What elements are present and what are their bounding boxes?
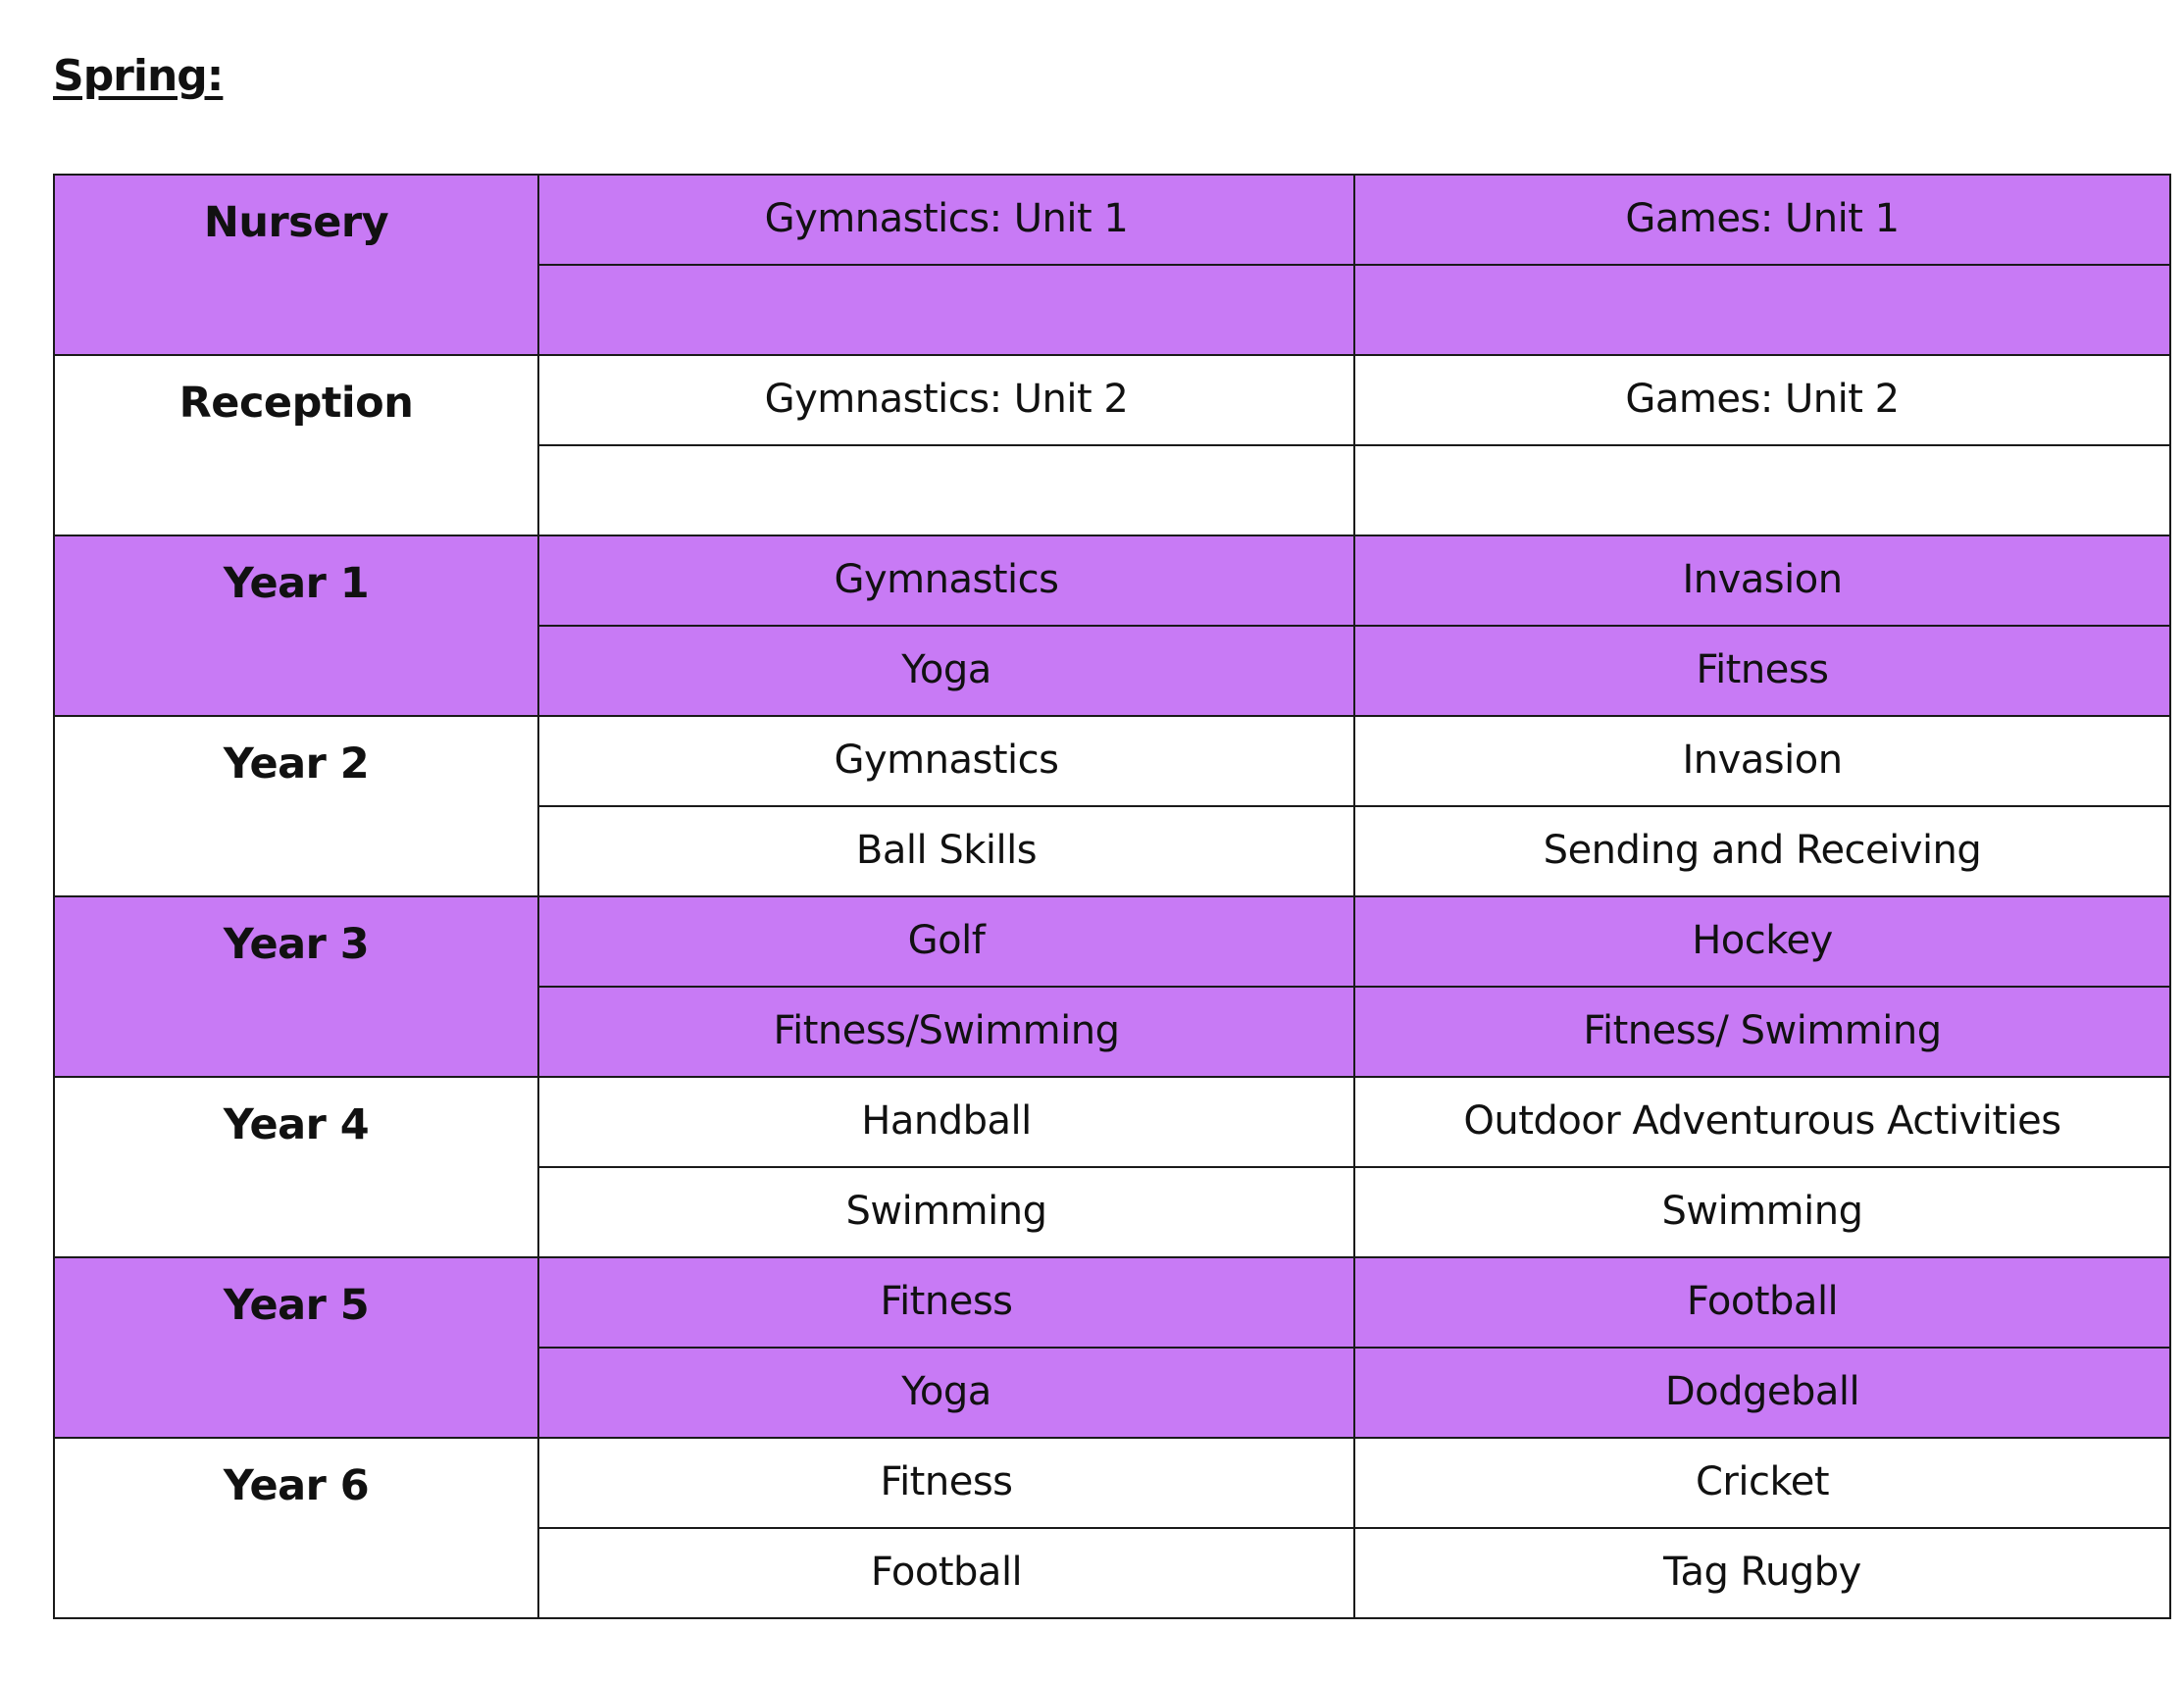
activity-cell: Fitness/Swimming — [538, 987, 1354, 1077]
year-label-year-4: Year 4 — [54, 1077, 538, 1257]
activity-cell: Fitness — [538, 1438, 1354, 1528]
year-label-reception: Reception — [54, 355, 538, 535]
activity-cell: Outdoor Adventurous Activities — [1354, 1077, 2170, 1167]
activity-cell — [1354, 445, 2170, 535]
table-row — [54, 535, 2170, 626]
activity-cell: Gymnastics — [538, 535, 1354, 626]
activity-cell: Invasion — [1354, 535, 2170, 626]
activity-cell: Fitness — [1354, 626, 2170, 716]
year-label-year-6: Year 6 — [54, 1438, 538, 1618]
year-label-year-2: Year 2 — [54, 716, 538, 896]
pe-timetable — [53, 174, 2171, 1619]
page-title: Spring: — [53, 51, 224, 101]
activity-cell: Yoga — [538, 1348, 1354, 1438]
activity-cell: Swimming — [1354, 1167, 2170, 1257]
activity-cell: Fitness/ Swimming — [1354, 987, 2170, 1077]
activity-cell: Cricket — [1354, 1438, 2170, 1528]
activity-cell: Invasion — [1354, 716, 2170, 806]
activity-cell: Games: Unit 2 — [1354, 355, 2170, 445]
activity-cell: Golf — [538, 896, 1354, 987]
activity-cell: Gymnastics: Unit 1 — [538, 175, 1354, 265]
activity-cell: Fitness — [538, 1257, 1354, 1348]
activity-cell: Yoga — [538, 626, 1354, 716]
table-row — [54, 355, 2170, 445]
activity-cell — [538, 445, 1354, 535]
table-row — [54, 1077, 2170, 1167]
activity-cell — [538, 265, 1354, 355]
activity-cell: Dodgeball — [1354, 1348, 2170, 1438]
activity-cell: Gymnastics — [538, 716, 1354, 806]
activity-cell: Gymnastics: Unit 2 — [538, 355, 1354, 445]
activity-cell: Handball — [538, 1077, 1354, 1167]
table-row — [54, 1438, 2170, 1528]
table-row — [54, 716, 2170, 806]
year-label-year-1: Year 1 — [54, 535, 538, 716]
activity-cell: Tag Rugby — [1354, 1528, 2170, 1618]
activity-cell: Ball Skills — [538, 806, 1354, 896]
activity-cell: Games: Unit 1 — [1354, 175, 2170, 265]
activity-cell: Football — [538, 1528, 1354, 1618]
year-label-year-5: Year 5 — [54, 1257, 538, 1438]
activity-cell: Hockey — [1354, 896, 2170, 987]
activity-cell: Football — [1354, 1257, 2170, 1348]
table-row — [54, 1257, 2170, 1348]
year-label-year-3: Year 3 — [54, 896, 538, 1077]
year-label-nursery: Nursery — [54, 175, 538, 355]
activity-cell: Sending and Receiving — [1354, 806, 2170, 896]
activity-cell — [1354, 265, 2170, 355]
activity-cell: Swimming — [538, 1167, 1354, 1257]
table-row — [54, 175, 2170, 265]
table-row — [54, 896, 2170, 987]
